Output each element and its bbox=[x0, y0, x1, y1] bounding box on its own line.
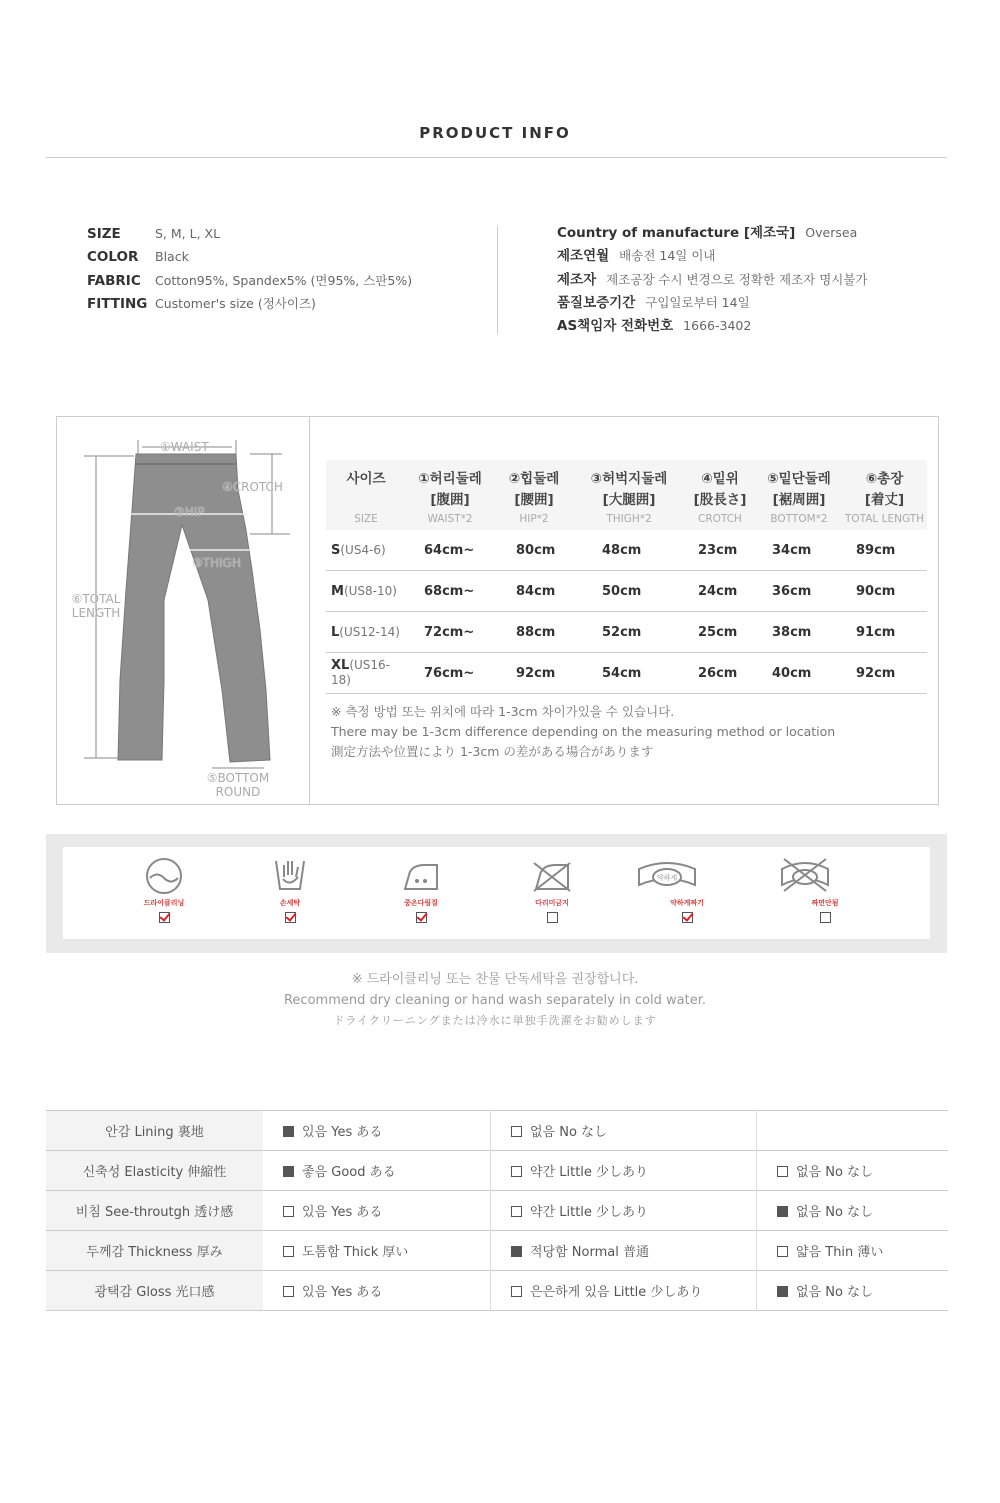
option-label: 좋음 Good ある bbox=[302, 1165, 396, 1180]
property-row bbox=[46, 1271, 948, 1311]
hip-label: ②HIP bbox=[174, 505, 205, 519]
info-row-fabric bbox=[87, 269, 412, 292]
property-label: 두께감 Thickness 厚み bbox=[46, 1231, 263, 1271]
option-checkbox[interactable] bbox=[777, 1206, 788, 1217]
property-option bbox=[491, 1151, 757, 1191]
info-row-date bbox=[557, 244, 868, 267]
size-header-jp bbox=[326, 488, 406, 508]
bottom-header-jp: [裾周囲] bbox=[756, 488, 842, 508]
info-row-size bbox=[87, 222, 412, 245]
measure-cell: 72cm~ bbox=[406, 612, 494, 653]
bottom-round-line1: ⑤BOTTOM bbox=[206, 771, 270, 785]
waist-header: ①허리둘레 bbox=[406, 460, 494, 488]
property-row bbox=[46, 1151, 948, 1191]
care-hand-wash bbox=[250, 855, 330, 927]
option-label: 도톰함 Thick 厚い bbox=[302, 1245, 409, 1260]
info-key: FITTING bbox=[87, 295, 148, 312]
care-label: 손세탁 bbox=[279, 899, 301, 907]
info-value: 1666-3402 bbox=[683, 318, 752, 334]
info-key: AS책임자 전화번호 bbox=[557, 318, 674, 335]
measure-cell: 91cm bbox=[842, 612, 927, 653]
waist-header-jp: [腹囲] bbox=[406, 488, 494, 508]
hand-wash-icon bbox=[270, 855, 310, 895]
info-value: S, M, L, XL bbox=[155, 226, 221, 241]
care-rec-ko: ※ 드라이클리닝 또는 찬물 단독세탁을 권장합니다. bbox=[351, 972, 639, 987]
length-header-en: TOTAL LENGTH bbox=[842, 508, 927, 530]
property-option bbox=[263, 1191, 491, 1231]
option-checkbox[interactable] bbox=[511, 1206, 522, 1217]
property-option bbox=[263, 1231, 491, 1271]
property-option bbox=[491, 1271, 757, 1311]
info-key: 제조자 bbox=[557, 271, 597, 288]
option-checkbox[interactable] bbox=[777, 1166, 788, 1177]
bottom-header-en: BOTTOM*2 bbox=[756, 508, 842, 530]
option-label: 없음 No なし bbox=[796, 1165, 874, 1180]
care-label: 드라이클리닝 bbox=[143, 899, 185, 907]
wring-gently-icon bbox=[637, 855, 697, 895]
size-row bbox=[326, 612, 927, 653]
measure-cell: 92cm bbox=[494, 653, 574, 694]
info-row-country bbox=[557, 221, 868, 244]
info-key: COLOR bbox=[87, 249, 139, 266]
property-option bbox=[757, 1271, 949, 1311]
measure-cell: 52cm bbox=[574, 612, 684, 653]
dry-clean-icon bbox=[144, 855, 184, 895]
measure-cell: 25cm bbox=[684, 612, 756, 653]
property-row bbox=[46, 1111, 948, 1151]
measure-cell: 80cm bbox=[494, 530, 574, 571]
option-checkbox[interactable] bbox=[283, 1286, 294, 1297]
info-value: Customer's size (정사이즈) bbox=[155, 295, 316, 311]
size-us: (US4-6) bbox=[340, 542, 386, 557]
care-checkbox[interactable] bbox=[285, 912, 296, 923]
crotch-header-en: CROTCH bbox=[684, 508, 756, 530]
thigh-header-en: THIGH*2 bbox=[574, 508, 684, 530]
info-right-list bbox=[557, 221, 868, 337]
care-dry-clean bbox=[124, 855, 204, 927]
property-option bbox=[263, 1111, 491, 1151]
size-row bbox=[326, 571, 927, 612]
care-checkbox[interactable] bbox=[159, 912, 170, 923]
crotch-header-jp: [股長さ] bbox=[684, 488, 756, 508]
size-cell bbox=[326, 530, 406, 571]
waist-label: ①WAIST bbox=[160, 440, 209, 454]
pants-silhouette bbox=[118, 454, 270, 762]
length-header-jp: [着丈] bbox=[842, 488, 927, 508]
option-checkbox[interactable] bbox=[511, 1286, 522, 1297]
info-value: 배송전 14일 이내 bbox=[619, 248, 716, 264]
bottom-round-line2: ROUND bbox=[215, 785, 261, 799]
size-table bbox=[326, 460, 927, 694]
measure-cell: 89cm bbox=[842, 530, 927, 571]
option-checkbox[interactable] bbox=[283, 1206, 294, 1217]
property-label: 비침 See-throutgh 透け感 bbox=[46, 1191, 263, 1231]
info-row-maker bbox=[557, 268, 868, 291]
property-option bbox=[263, 1271, 491, 1311]
property-option bbox=[757, 1111, 949, 1151]
measurement-notes bbox=[331, 702, 835, 762]
info-row-warranty bbox=[557, 291, 868, 314]
option-label: 없음 No なし bbox=[796, 1285, 874, 1300]
total-length-line2: LENGTH bbox=[71, 606, 121, 620]
option-label: 약간 Little 少しあり bbox=[530, 1165, 649, 1180]
info-value: 제조공장 수시 변경으로 정확한 제조자 명시불가 bbox=[606, 271, 868, 287]
option-label: 얇음 Thin 薄い bbox=[796, 1245, 884, 1260]
thigh-label: ③THIGH bbox=[192, 556, 241, 570]
care-label: 다리미금지 bbox=[535, 899, 569, 907]
waist-header-en: WAIST*2 bbox=[406, 508, 494, 530]
size-cell bbox=[326, 653, 406, 694]
property-label: 광택감 Gloss 光口感 bbox=[46, 1271, 263, 1311]
measure-cell: 48cm bbox=[574, 530, 684, 571]
note-en: There may be 1-3cm difference depending on the measuring method or location bbox=[331, 724, 836, 739]
bottom-header: ⑤밑단둘레 bbox=[756, 460, 842, 488]
property-option bbox=[757, 1191, 949, 1231]
size-row bbox=[326, 653, 927, 694]
info-key: SIZE bbox=[87, 226, 121, 242]
no-wring-icon bbox=[780, 855, 830, 895]
hip-header: ②힙둘레 bbox=[494, 460, 574, 488]
length-header: ⑥총장 bbox=[842, 460, 927, 488]
no-iron-icon bbox=[532, 855, 572, 895]
care-rec-en: Recommend dry cleaning or hand wash separately in cold water. bbox=[283, 992, 706, 1008]
measure-cell: 40cm bbox=[756, 653, 842, 694]
info-value: 구입일로부터 14일 bbox=[645, 294, 750, 310]
property-option bbox=[263, 1151, 491, 1191]
size-letter: S bbox=[331, 542, 341, 558]
option-checkbox[interactable] bbox=[511, 1126, 522, 1137]
property-row bbox=[46, 1191, 948, 1231]
option-checkbox[interactable] bbox=[777, 1246, 788, 1257]
note-jp: 測定方法や位置により 1-3cm の差がある場合があります bbox=[331, 744, 654, 759]
size-cell bbox=[326, 612, 406, 653]
measure-cell: 54cm bbox=[574, 653, 684, 694]
total-length-line1: ⑥TOTAL bbox=[71, 592, 121, 606]
care-no-wring bbox=[785, 855, 865, 927]
care-label: 중온다림질 bbox=[404, 899, 438, 907]
total-length-label bbox=[68, 592, 124, 620]
info-row-fitting bbox=[87, 292, 412, 315]
bottom-round-label bbox=[203, 771, 273, 799]
measure-cell: 24cm bbox=[684, 571, 756, 612]
option-label: 없음 No なし bbox=[530, 1125, 608, 1140]
size-us: (US8-10) bbox=[343, 583, 397, 598]
option-checkbox[interactable] bbox=[283, 1166, 294, 1177]
info-value: Black bbox=[155, 249, 189, 265]
option-label: 있음 Yes ある bbox=[302, 1285, 383, 1300]
care-recommendation bbox=[0, 970, 990, 1032]
thigh-header-jp: [大腿囲] bbox=[574, 488, 684, 508]
measure-cell: 84cm bbox=[494, 571, 574, 612]
hip-header-jp: [腰囲] bbox=[494, 488, 574, 508]
option-checkbox[interactable] bbox=[777, 1286, 788, 1297]
measure-cell: 36cm bbox=[756, 571, 842, 612]
option-checkbox[interactable] bbox=[283, 1126, 294, 1137]
size-box-divider bbox=[309, 417, 310, 804]
measure-cell: 88cm bbox=[494, 612, 574, 653]
option-checkbox[interactable] bbox=[511, 1246, 522, 1257]
measure-cell: 68cm~ bbox=[406, 571, 494, 612]
note-ko: ※ 측정 방법 또는 위치에 따라 1-3cm 차이가있을 수 있습니다. bbox=[331, 704, 675, 719]
title-divider bbox=[46, 157, 947, 158]
care-checkbox[interactable] bbox=[547, 912, 558, 923]
option-checkbox[interactable] bbox=[283, 1246, 294, 1257]
info-divider bbox=[497, 226, 498, 334]
option-label: 있음 Yes ある bbox=[302, 1205, 383, 1220]
page-title: PRODUCT INFO bbox=[419, 124, 571, 142]
property-option bbox=[757, 1151, 949, 1191]
property-option bbox=[491, 1191, 757, 1231]
measure-cell: 64cm~ bbox=[406, 530, 494, 571]
info-key: 품질보증기간 bbox=[557, 294, 636, 311]
property-row bbox=[46, 1231, 948, 1271]
property-label: 신축성 Elasticity 伸縮性 bbox=[46, 1151, 263, 1191]
option-label: 약간 Little 少しあり bbox=[530, 1205, 649, 1220]
wring-icon-text: 약하게 bbox=[656, 874, 678, 882]
info-row-color bbox=[87, 245, 412, 268]
option-label: 은은하게 있음 Little 少しあり bbox=[530, 1285, 703, 1300]
care-wring-gently bbox=[647, 855, 727, 927]
info-value: Oversea bbox=[805, 225, 858, 240]
info-key: FABRIC bbox=[87, 272, 141, 289]
measure-cell: 50cm bbox=[574, 571, 684, 612]
crotch-label: ④CROTCH bbox=[222, 480, 283, 494]
care-checkbox[interactable] bbox=[820, 912, 831, 923]
measure-cell: 90cm bbox=[842, 571, 927, 612]
measure-cell: 34cm bbox=[756, 530, 842, 571]
measure-cell: 23cm bbox=[684, 530, 756, 571]
size-us: (US12-14) bbox=[339, 624, 400, 639]
info-left-list bbox=[87, 222, 412, 315]
measure-cell: 76cm~ bbox=[406, 653, 494, 694]
option-label: 적당함 Normal 普通 bbox=[530, 1245, 649, 1260]
care-checkbox[interactable] bbox=[416, 912, 427, 923]
option-checkbox[interactable] bbox=[511, 1166, 522, 1177]
size-header: 사이즈 bbox=[326, 460, 406, 488]
info-value: Cotton95%, Spandex5% (면95%, 스판5%) bbox=[155, 272, 413, 288]
care-label: 짜면안됨 bbox=[811, 899, 839, 907]
care-rec-jp: ドライクリーニングまたは冷水に単独手洗濯をお勧めします bbox=[333, 1014, 657, 1027]
measure-cell: 26cm bbox=[684, 653, 756, 694]
option-label: 있음 Yes ある bbox=[302, 1125, 383, 1140]
measure-cell: 92cm bbox=[842, 653, 927, 694]
care-checkbox[interactable] bbox=[682, 912, 693, 923]
info-key: Country of manufacture [제조국] bbox=[557, 225, 796, 241]
info-key: 제조연월 bbox=[557, 248, 610, 265]
hip-header-en: HIP*2 bbox=[494, 508, 574, 530]
care-iron-medium bbox=[381, 855, 461, 927]
measure-cell: 38cm bbox=[756, 612, 842, 653]
care-no-iron bbox=[512, 855, 592, 927]
size-letter: M bbox=[331, 583, 344, 599]
size-row bbox=[326, 530, 927, 571]
property-label: 안감 Lining 裏地 bbox=[46, 1111, 263, 1151]
size-letter: XL bbox=[331, 658, 350, 673]
info-row-phone bbox=[557, 314, 868, 337]
size-cell bbox=[326, 571, 406, 612]
property-option bbox=[491, 1111, 757, 1151]
size-header-en: SIZE bbox=[326, 508, 406, 530]
fabric-properties-table bbox=[46, 1110, 948, 1311]
property-option bbox=[757, 1231, 949, 1271]
size-letter: L bbox=[331, 624, 340, 640]
iron-medium-icon bbox=[401, 855, 441, 895]
thigh-header: ③허벅지둘레 bbox=[574, 460, 684, 488]
care-label: 약하게짜기 bbox=[670, 899, 704, 907]
size-us: (US16-18) bbox=[331, 658, 390, 687]
property-option bbox=[491, 1231, 757, 1271]
crotch-header: ④밑위 bbox=[684, 460, 756, 488]
option-label: 없음 No なし bbox=[796, 1205, 874, 1220]
